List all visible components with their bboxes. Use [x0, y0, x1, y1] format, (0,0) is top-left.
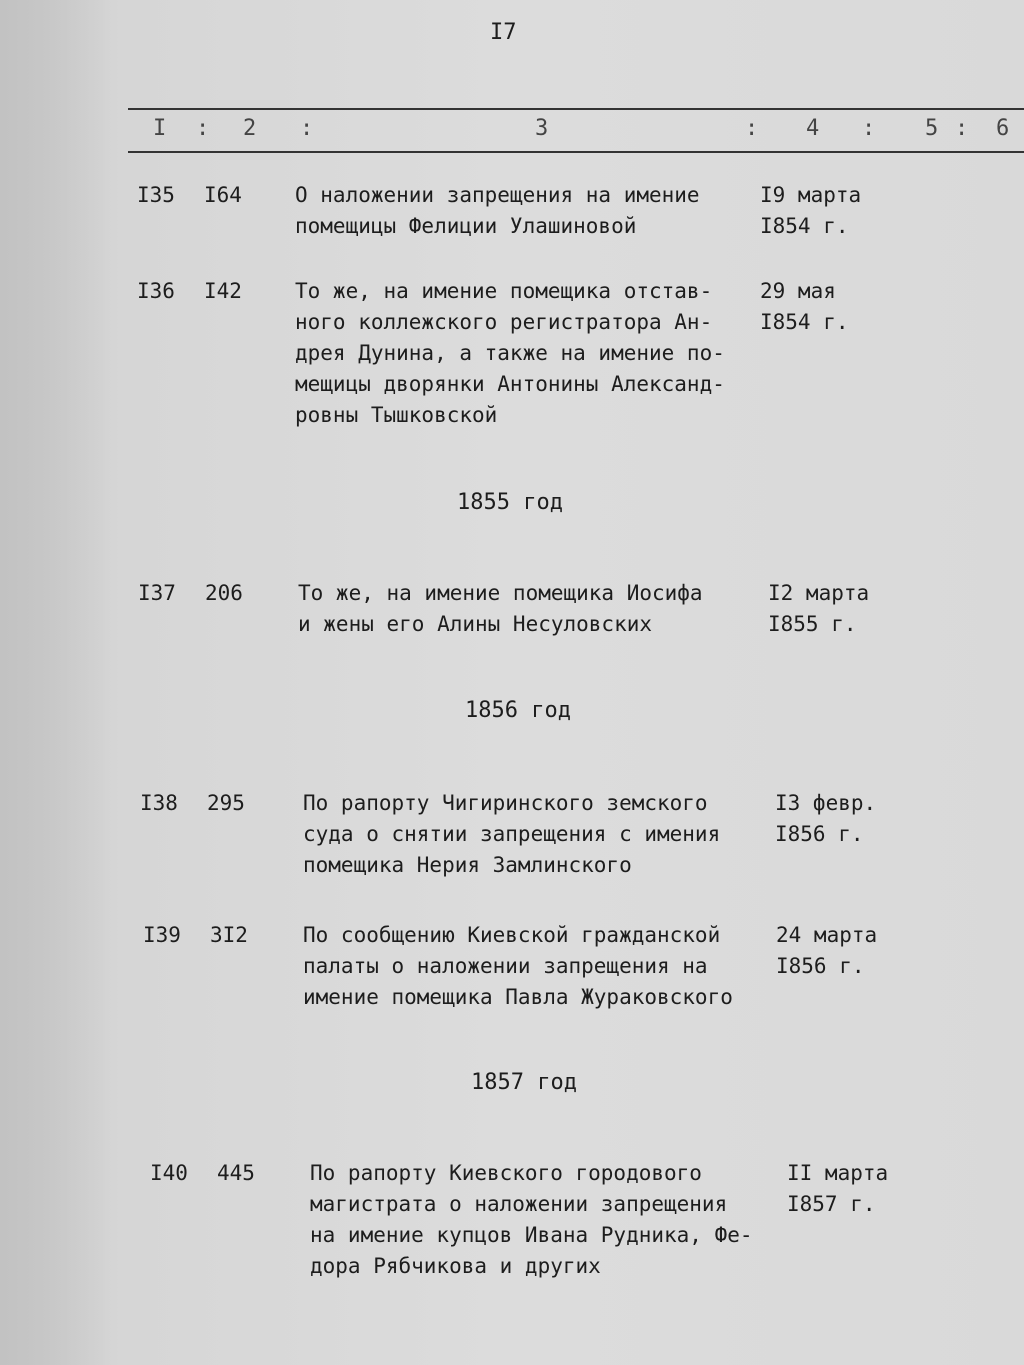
entry-sheet: I64	[204, 183, 242, 207]
column-separator: :	[955, 116, 969, 141]
entry-date-line: I855 г.	[768, 612, 857, 636]
entry-description-line: По сообщению Киевской гражданской	[303, 923, 721, 947]
entry-number: I40	[150, 1161, 188, 1185]
header-rule-top	[128, 108, 1024, 110]
entry-date	[768, 578, 869, 640]
entry-description	[310, 1158, 780, 1282]
entry-description-line: То же, на имение помещика Иосифа	[298, 581, 703, 605]
register-entry	[150, 1158, 910, 1288]
column-header-6: 6	[996, 116, 1010, 141]
entry-number: I38	[140, 791, 178, 815]
year-heading: 1856 год	[465, 698, 571, 723]
entry-sheet: 295	[207, 791, 245, 815]
entry-sheet: 3I2	[210, 923, 248, 947]
entry-date	[775, 788, 876, 850]
entry-description-line: То же, на имение помещика отстав-	[295, 279, 713, 303]
entry-description-line: магистрата о наложении запрещения	[310, 1192, 728, 1216]
entry-description-line: О наложении запрещения на имение	[295, 183, 700, 207]
year-heading: 1855 год	[457, 490, 563, 515]
entry-description-line: помещика Нерия Замлинского	[303, 853, 632, 877]
entry-date	[787, 1158, 888, 1220]
column-header-4: 4	[806, 116, 820, 141]
entry-description-line: палаты о наложении запрещения на	[303, 954, 708, 978]
entry-date-line: 24 марта	[776, 923, 878, 947]
entry-description-line: ного коллежского регистратора Ан-	[295, 310, 713, 334]
entry-date-line: 29 мая	[760, 279, 836, 303]
entry-number: I36	[137, 279, 175, 303]
column-separator: :	[300, 116, 314, 141]
register-entry	[138, 578, 898, 648]
page-edge-shadow	[0, 0, 110, 1365]
entry-date-line: I856 г.	[776, 954, 865, 978]
entry-date-line: I2 марта	[768, 581, 870, 605]
header-rule-bottom	[128, 151, 1024, 153]
register-entry	[140, 788, 900, 888]
entry-number: I39	[143, 923, 181, 947]
entry-description-line: на имение купцов Ивана Рудника, Фе-	[310, 1223, 753, 1247]
entry-date-line: I857 г.	[787, 1192, 876, 1216]
entry-description	[295, 276, 765, 431]
entry-date	[776, 920, 877, 982]
register-entry	[143, 920, 903, 1020]
entry-sheet: 206	[205, 581, 243, 605]
entry-date	[760, 276, 849, 338]
entry-description-line: суда о снятии запрещения с имения	[303, 822, 721, 846]
column-header-2: 2	[243, 116, 257, 141]
column-header-1: I	[153, 116, 167, 141]
entry-date-line: II марта	[787, 1161, 889, 1185]
entry-description	[298, 578, 768, 640]
entry-number: I37	[138, 581, 176, 605]
entry-date-line: I3 февр.	[775, 791, 877, 815]
entry-description-line: ровны Тышковской	[295, 403, 498, 427]
column-separator: :	[862, 116, 876, 141]
entry-date-line: I856 г.	[775, 822, 864, 846]
entry-description-line: мещицы дворянки Антонины Александ-	[295, 372, 725, 396]
entry-sheet: I42	[204, 279, 242, 303]
entry-description-line: имение помещика Павла Жураковского	[303, 985, 733, 1009]
entry-number: I35	[137, 183, 175, 207]
column-separator: :	[745, 116, 759, 141]
entry-description	[303, 920, 773, 1013]
entry-description-line: помещицы Фелиции Улашиновой	[295, 214, 637, 238]
entry-description-line: и жены его Алины Несуловских	[298, 612, 653, 636]
entry-date	[760, 180, 861, 242]
entry-description-line: дора Рябчикова и других	[310, 1254, 601, 1278]
column-header-5: 5	[925, 116, 939, 141]
entry-date-line: I9 марта	[760, 183, 862, 207]
column-header-row	[0, 116, 1024, 146]
register-entry	[137, 276, 897, 436]
entry-description-line: По рапорту Киевского городового	[310, 1161, 702, 1185]
entry-description-line: По рапорту Чигиринского земского	[303, 791, 708, 815]
register-entry	[137, 180, 897, 250]
year-heading: 1857 год	[471, 1070, 577, 1095]
entry-date-line: I854 г.	[760, 310, 849, 334]
column-header-3: 3	[535, 116, 549, 141]
entry-description	[295, 180, 765, 242]
column-separator: :	[196, 116, 210, 141]
entry-sheet: 445	[217, 1161, 255, 1185]
entry-description	[303, 788, 773, 881]
page-number: I7	[490, 20, 517, 45]
entry-description-line: дрея Дунина, а также на имение по-	[295, 341, 725, 365]
entry-date-line: I854 г.	[760, 214, 849, 238]
